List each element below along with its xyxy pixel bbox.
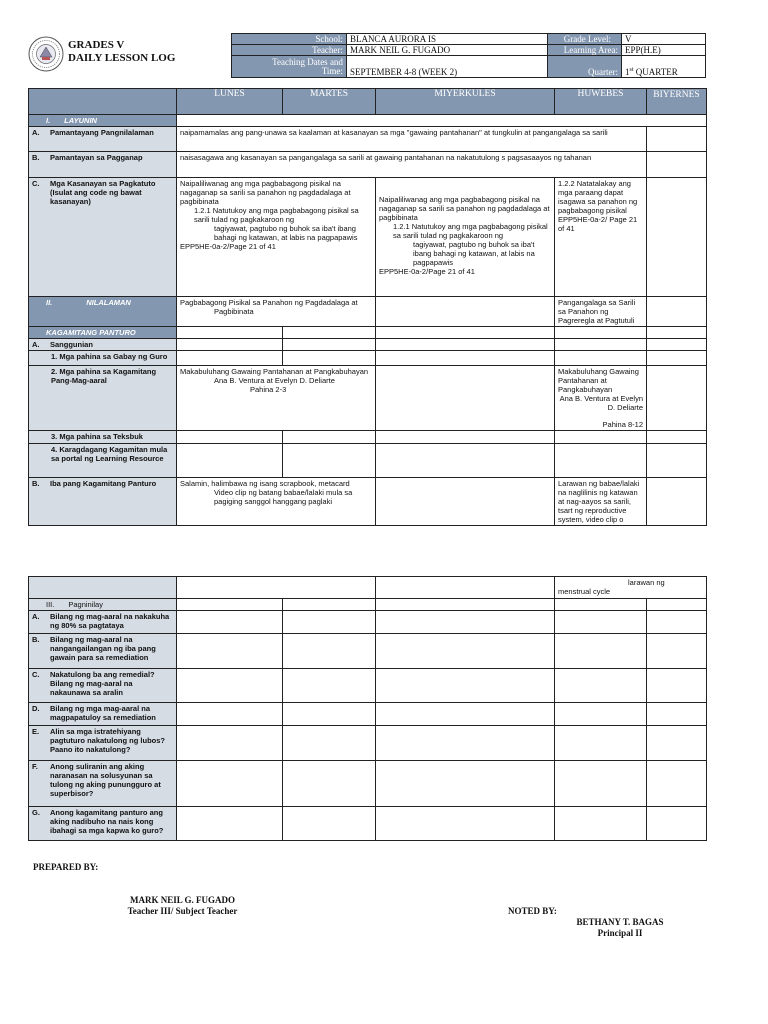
section-pagninilay-label: III. Pagninilay xyxy=(29,599,177,611)
deped-seal-icon xyxy=(28,36,64,72)
day-lunes: LUNES xyxy=(177,89,283,115)
row-kagamitang-pang-mag-aaral: 2. Mga pahina sa Kagamitang Pang-Mag-aaral Makabuluhang Gawaing Pantahanan at Pangkabuhayan Ana B. Ventura at Evelyn D. Deliarte Pahina 2-3 Makabuluhang Gawaing Pantahanan at Pangkabuhayan Ana B. Ventura at Evelyn D. Deliarte Pahina 8-12 xyxy=(29,366,707,431)
area-value: EPP(H.E) xyxy=(622,45,706,56)
day-miyerkules: MIYERKULES xyxy=(376,89,555,115)
section-nilalaman-label: II. NILALAMAN xyxy=(29,297,177,327)
pang-mag-aaral-huwebes: Makabuluhang Gawaing Pantahanan at Pangkabuhayan Ana B. Ventura at Evelyn D. Deliarte Pahina 8-12 xyxy=(555,366,647,431)
section-kagamitan xyxy=(29,327,707,339)
lesson-log-table xyxy=(28,88,707,526)
title-grade: GRADES V xyxy=(68,39,125,51)
row-pamantayan-sa-pagganap: B. Pamantayan sa Pagganap naisasagawa ang kasanayan sa pangangalaga sa sarili at gawaing pantahanan na nakatutulong s pagsasaayos ng tahanan xyxy=(29,152,707,178)
nilalaman-huwebes: Pangangalaga sa Sarili sa Panahon ng Pagreregla at Pagtutuli xyxy=(555,297,647,327)
row-karagdagang-kagamitan: 4. Karagdagang Kagamitan mula sa portal ng Learning Resource xyxy=(29,444,707,478)
row-nilalaman xyxy=(29,297,707,327)
reflection-row-d: D. Bilang ng mga mag-aaral na magpapatuloy sa remediation xyxy=(29,703,707,726)
row-teksbuk: 3. Mga pahina sa Teksbuk xyxy=(29,431,707,444)
pamantayan-sa-pagganap-content: naisasagawa ang kasanayan sa pangangalaga sa sarili at gawaing pantahanan na nakatutulong s pagsasaayos ng tahanan xyxy=(177,152,647,178)
reflection-row-f: F. Anong suliranin ang aking naranasan na solusyunan sa tulong ng aking punungguro at superbisor? xyxy=(29,761,707,807)
day-martes: MARTES xyxy=(283,89,376,115)
dates-label: Teaching Dates and Time: xyxy=(232,56,347,78)
reflection-row-c: C. Nakatulong ba ang remedial? Bilang ng mag-aaral na nakaunawa sa aralin xyxy=(29,669,707,703)
section-layunin xyxy=(29,115,707,127)
row-gabay-ng-guro: 1. Mga pahina sa Gabay ng Guro xyxy=(29,351,707,366)
row-pamantayang-pangnilalaman: A. Pamantayang Pangnilalaman naipamamalas ang pang-unawa sa kaalaman at kasanayan sa mga "gawaing pantahanan" at tungkulin at pangangalaga sa sarili xyxy=(29,127,707,152)
kasanayan-huwebes: 1.2.2 Natatalakay ang mga paraang dapat isagawa sa panahon ng pagbabagong pisikal EPP5HE-0a-2/ Page 21 of 41 xyxy=(555,178,647,297)
nilalaman-lunes: Pagbabagong Pisikal sa Panahon ng Pagdadalaga at Pagbibinata xyxy=(177,297,376,327)
continuation-row xyxy=(29,577,707,599)
iba-pang-kagamitan-lunes: Salamin, halimbawa ng isang scrapbook, metacard Video clip ng batang babae/lalaki mula sa pagiging sanggol hanggang paglaki xyxy=(177,478,376,526)
reflection-row-e: E. Alin sa mga istratehiyang pagtuturo nakatulong ng lubos? Paano ito nakatulong? xyxy=(29,726,707,761)
section-layunin-label: I. LAYUNIN xyxy=(29,115,177,127)
teacher-label: Teacher: xyxy=(232,45,347,56)
continuation-huwebes: larawan ng menstrual cycle xyxy=(555,577,707,599)
dates-value: SEPTEMBER 4-8 (WEEK 2) xyxy=(346,56,547,78)
school-value: BLANCA AURORA IS xyxy=(346,34,547,45)
grade-value: V xyxy=(622,34,706,45)
noted-by-label: NOTED BY: xyxy=(508,906,557,916)
corner-cell xyxy=(29,89,177,115)
reflection-table xyxy=(28,576,707,841)
teacher-signature-name: MARK NEIL G. FUGADO xyxy=(129,895,235,905)
document-title xyxy=(68,39,175,65)
teacher-signature-title: Teacher III/ Subject Teacher xyxy=(127,906,238,916)
kasanayan-miyerkules: Naipaliliwanag ang mga pagbabagong pisikal na nagaganap sa sarili sa panahon ng pagdadalaga at pagbibinata 1.2.1 Natutukoy ang mga pagbabagong pisikal sa sarili tulad ng pagkakaroon ng tagiyawat, pagtubo ng buhok sa iba't ibang bahagi ng katawan, at labis na pagpapawis EPP5HE-0a-2/Page 21 of 41 xyxy=(376,178,555,297)
iba-pang-kagamitan-huwebes: Larawan ng babae/lalaki na naglilinis ng katawan at nag-aayos sa sarili, tsart ng reproductive system, video clip o xyxy=(555,478,647,526)
grade-label: Grade Level: xyxy=(547,34,621,45)
days-header-row xyxy=(29,89,707,115)
principal-signature-name: BETHANY T. BAGAS xyxy=(576,917,664,927)
row-mga-kasanayan: C. Mga Kasanayan sa Pagkatuto (Isulat ang code ng bawat kasanayan) Naipaliliwanag ang mga pagbabagong pisikal na nagaganap sa sarili sa panahon ng pagdadalaga at pagbibinata 1.2.1 Natutukoy ang mga pagbabagong pisikal sa sarili tulad ng pagkakaroon ng tagiyawat, pagtubo ng buhok sa iba't ibang bahagi ng katawan, at labis na pagpapawis EPP5HE-0a-2/Page 21 of 41 Naipaliliwanag ang mga pagbabagong pisikal na nagaganap sa sarili sa panahon ng pagdadalaga at pagbibinata 1.2.1 Natutukoy ang mga pagbabagong pisikal sa sarili tulad ng pagkakaroon ng tagiyawat, pagtubo ng buhok sa iba't ibang bahagi ng katawan, at labis na pagpapawis EPP5HE-0a-2/Page 21 of 41 1.2.2 Natatalakay ang mga paraang dapat isagawa sa panahon ng pagbabagong pisikal EPP5HE-0a-2/ Page 21 of 41 xyxy=(29,178,707,297)
prepared-by-label: PREPARED BY: xyxy=(33,862,99,872)
area-label: Learning Area: xyxy=(547,45,621,56)
quarter-label: Quarter: xyxy=(547,56,621,78)
quarter-value: 1st QUARTER xyxy=(622,56,706,78)
row-sanggunian: A. Sanggunian xyxy=(29,339,707,351)
principal-signature-title: Principal II xyxy=(597,928,643,938)
teacher-value: MARK NEIL G. FUGADO xyxy=(346,45,547,56)
reflection-row-g: G. Anong kagamitang panturo ang aking nadibuho na nais kong ibahagi sa mga kapwa ko guro? xyxy=(29,807,707,841)
section-kagamitan-label: KAGAMITANG PANTURO xyxy=(29,327,177,339)
day-biyernes: BIYERNES xyxy=(647,89,707,115)
title-log: DAILY LESSON LOG xyxy=(68,52,176,64)
kasanayan-lunes: Naipaliliwanag ang mga pagbabagong pisikal na nagaganap sa sarili sa panahon ng pagdadalaga at pagbibinata 1.2.1 Natutukoy ang mga pagbabagong pisikal sa sarili tulad ng pagkakaroon ng tagiyawat, pagtubo ng buhok sa iba't ibang bahagi ng katawan, at labis na pagpapawis EPP5HE-0a-2/Page 21 of 41 xyxy=(177,178,376,297)
document-header xyxy=(28,33,706,78)
noted-by-block xyxy=(566,917,674,939)
header-info-table xyxy=(231,33,706,78)
reflection-row-b: B. Bilang ng mag-aaral na nangangailangan ng iba pang gawain para sa remediation xyxy=(29,634,707,669)
pamantayang-pangnilalaman-content: naipamamalas ang pang-unawa sa kaalaman at kasanayan sa mga "gawaing pantahanan" at tungkulin at pangangalaga sa sarili xyxy=(177,127,647,152)
day-huwebes: HUWEBES xyxy=(555,89,647,115)
section-pagninilay xyxy=(29,599,707,611)
school-label: School: xyxy=(232,34,347,45)
prepared-by-block xyxy=(115,895,250,917)
row-iba-pang-kagamitan: B. Iba pang Kagamitang Panturo Salamin, halimbawa ng isang scrapbook, metacard Video clip ng batang babae/lalaki mula sa pagiging sanggol hanggang paglaki Larawan ng babae/lalaki na naglilinis ng katawan at nag-aayos sa sarili, tsart ng reproductive system, video clip o xyxy=(29,478,707,526)
pang-mag-aaral-lunes: Makabuluhang Gawaing Pantahanan at Pangkabuhayan Ana B. Ventura at Evelyn D. Deliarte Pahina 2-3 xyxy=(177,366,376,431)
reflection-row-a: A. Bilang ng mag-aaral na nakakuha ng 80% sa pagtataya xyxy=(29,611,707,634)
